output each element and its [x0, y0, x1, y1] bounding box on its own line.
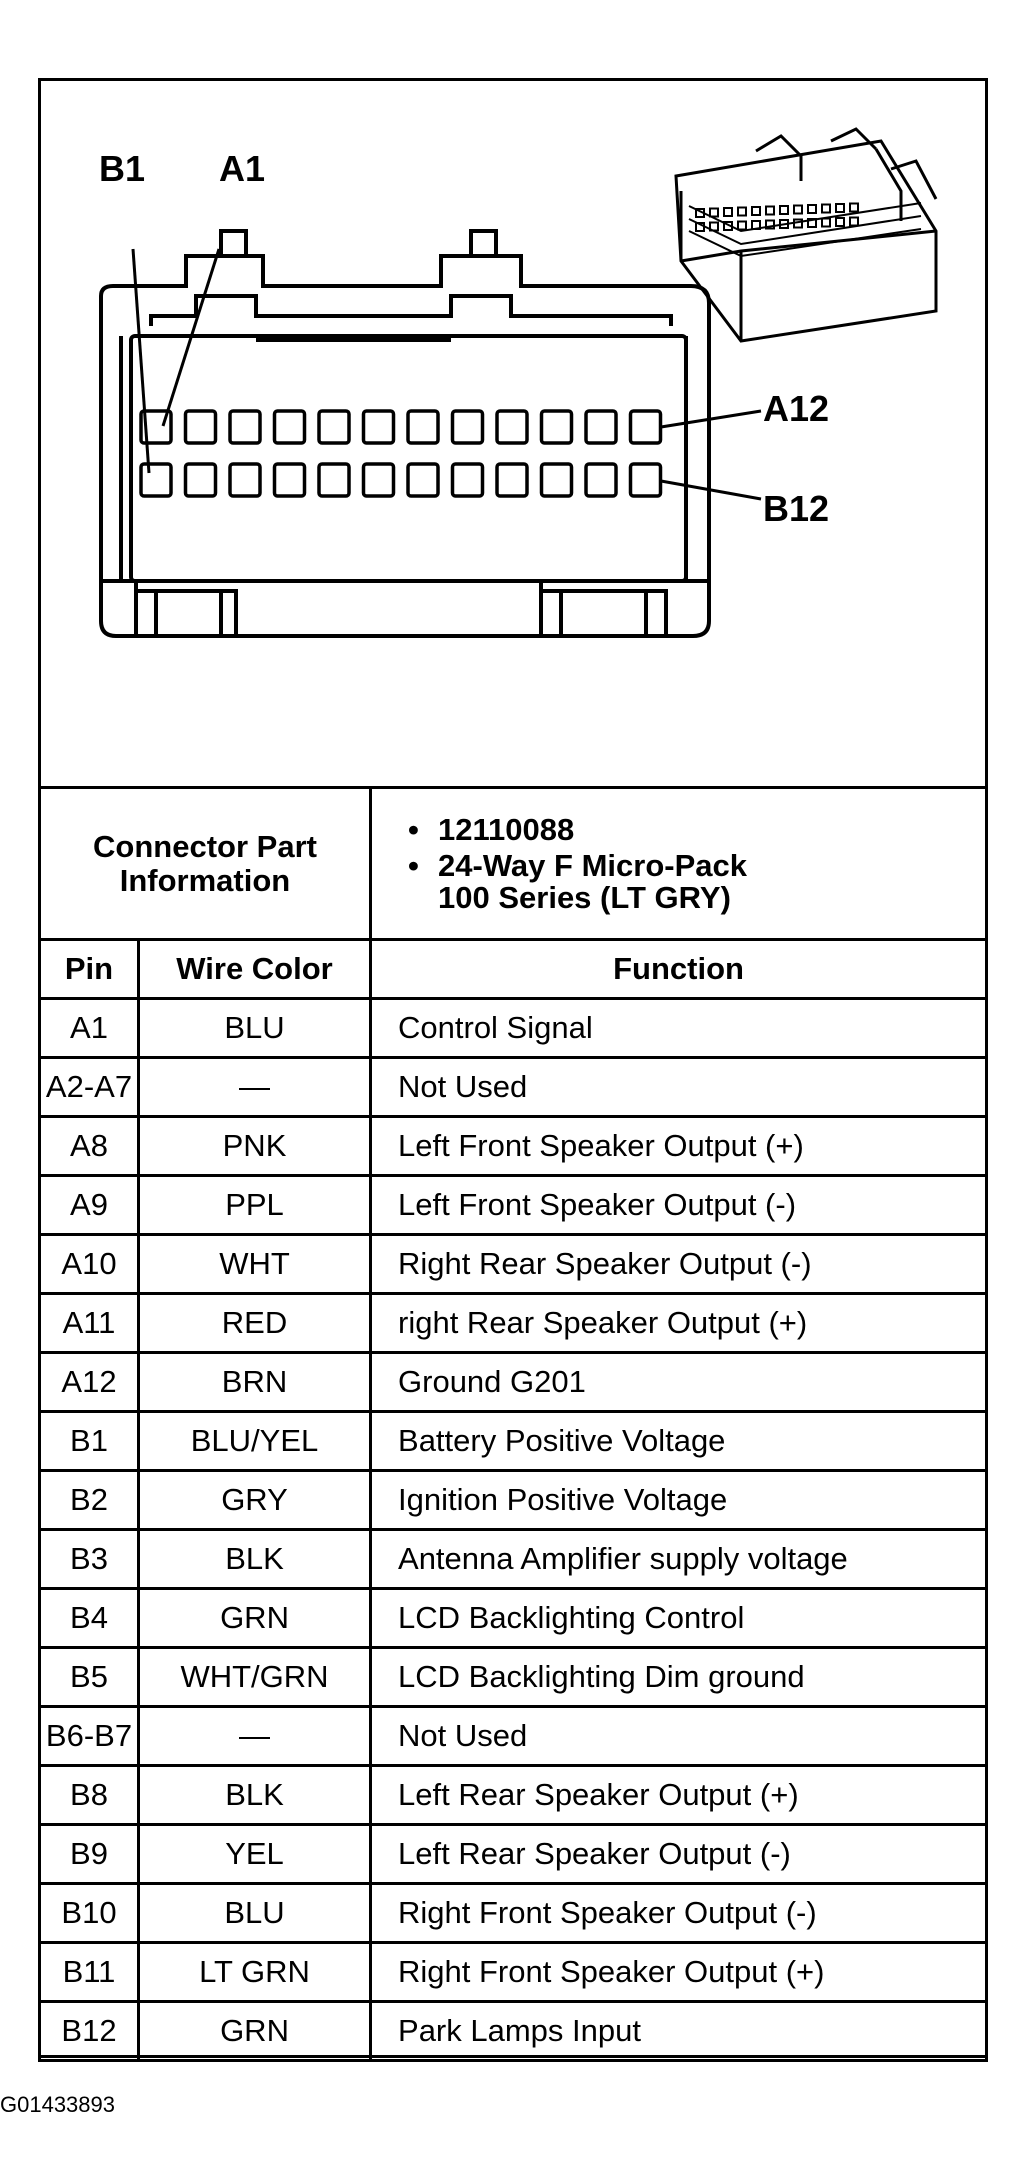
function-cell: Right Rear Speaker Output (-)	[371, 1235, 987, 1294]
pin-cell: B10	[40, 1884, 139, 1943]
wire-color-cell: BLK	[139, 1530, 371, 1589]
table-row	[40, 1412, 987, 1471]
wire-color-cell: BLU/YEL	[139, 1412, 371, 1471]
pin-cell: A8	[40, 1117, 139, 1176]
table-row	[40, 2002, 987, 2061]
function-cell: Battery Positive Voltage	[371, 1412, 987, 1471]
pin-cavity	[186, 464, 216, 496]
function-cell: Ground G201	[371, 1353, 987, 1412]
pinout-table	[38, 786, 988, 2062]
pin-cavity	[230, 411, 260, 443]
pin-cavity	[497, 411, 527, 443]
connector-drawing	[41, 81, 985, 786]
table-row	[40, 1117, 987, 1176]
pin-cell: A9	[40, 1176, 139, 1235]
figure-code: G01433893	[0, 2092, 115, 2117]
table-row	[40, 1353, 987, 1412]
function-cell: Left Rear Speaker Output (-)	[371, 1825, 987, 1884]
pin-cell: B2	[40, 1471, 139, 1530]
iso-cavity	[752, 207, 760, 215]
table-row	[40, 1707, 987, 1766]
connector-info-label-text: Connector Part Information	[93, 828, 317, 898]
table-row	[40, 1176, 987, 1235]
pin-cavity	[453, 411, 483, 443]
table-row	[40, 1294, 987, 1353]
iso-cavity	[738, 208, 746, 216]
pin-cavity	[631, 464, 661, 496]
pin-cavity	[497, 464, 527, 496]
iso-cavity	[850, 204, 858, 212]
pin-cell: B5	[40, 1648, 139, 1707]
table-row	[40, 1825, 987, 1884]
function-cell: Left Front Speaker Output (-)	[371, 1176, 987, 1235]
pin-cavity	[408, 464, 438, 496]
wire-color-cell: LT GRN	[139, 1943, 371, 2002]
wire-color-cell: BRN	[139, 1353, 371, 1412]
function-cell: Left Rear Speaker Output (+)	[371, 1766, 987, 1825]
pin-cell: B9	[40, 1825, 139, 1884]
column-header-wire-color: Wire Color	[139, 940, 371, 999]
wire-color-cell: GRN	[139, 1589, 371, 1648]
table-row	[40, 1589, 987, 1648]
pin-cell: A10	[40, 1235, 139, 1294]
pin-cavity	[542, 464, 572, 496]
function-cell: Left Front Speaker Output (+)	[371, 1117, 987, 1176]
table-row	[40, 1648, 987, 1707]
pin-cell: A11	[40, 1294, 139, 1353]
part-description-1: 24-Way F Micro-Pack	[438, 847, 747, 883]
function-cell: Control Signal	[371, 999, 987, 1058]
table-row	[40, 999, 987, 1058]
pin-cavity	[230, 464, 260, 496]
pin-cell: B12	[40, 2002, 139, 2061]
pin-cavity	[364, 464, 394, 496]
table-row	[40, 1530, 987, 1589]
column-header-function: Function	[371, 940, 987, 999]
iso-cavity	[822, 205, 830, 213]
part-description-line: • 24-Way F Micro-Pack 100 Series (LT GRY)	[408, 850, 985, 914]
pin-cell: A2-A7	[40, 1058, 139, 1117]
wire-color-cell: PNK	[139, 1117, 371, 1176]
iso-cavity	[836, 204, 844, 212]
pin-cell: B8	[40, 1766, 139, 1825]
function-cell: Right Front Speaker Output (-)	[371, 1884, 987, 1943]
function-cell: Antenna Amplifier supply voltage	[371, 1530, 987, 1589]
pin-cell: A1	[40, 999, 139, 1058]
function-cell: LCD Backlighting Control	[371, 1589, 987, 1648]
iso-cavity	[794, 206, 802, 214]
wire-color-cell: BLU	[139, 999, 371, 1058]
part-number: 12110088	[438, 811, 575, 847]
table-row	[40, 1471, 987, 1530]
wire-color-cell: PPL	[139, 1176, 371, 1235]
pin-cavity	[586, 464, 616, 496]
table-row	[40, 1235, 987, 1294]
column-header-pin: Pin	[40, 940, 139, 999]
function-cell: Park Lamps Input	[371, 2002, 987, 2061]
pin-cavity	[453, 464, 483, 496]
part-description-2: 100 Series (LT GRY)	[438, 879, 731, 915]
pin-cavity	[408, 411, 438, 443]
pin-cell: A12	[40, 1353, 139, 1412]
connector-info-values	[371, 788, 987, 940]
wire-color-cell: GRY	[139, 1471, 371, 1530]
table-row	[40, 1943, 987, 2002]
pin-cavity	[186, 411, 216, 443]
table-row	[40, 1766, 987, 1825]
pin-cell: B6-B7	[40, 1707, 139, 1766]
pin-cavity	[319, 464, 349, 496]
pin-cavity	[275, 464, 305, 496]
wire-color-cell: WHT	[139, 1235, 371, 1294]
iso-cavity	[710, 209, 718, 217]
table-row	[40, 1884, 987, 1943]
wire-color-cell: BLU	[139, 1884, 371, 1943]
iso-cavity	[780, 206, 788, 214]
connector-info-label	[40, 788, 371, 940]
pin-cavity	[319, 411, 349, 443]
function-cell: Not Used	[371, 1058, 987, 1117]
function-cell: Right Front Speaker Output (+)	[371, 1943, 987, 2002]
wire-color-cell: WHT/GRN	[139, 1648, 371, 1707]
part-number-line: • 12110088	[408, 811, 575, 847]
label-b12: B12	[763, 488, 830, 529]
pin-cavity	[364, 411, 394, 443]
pin-cavity	[542, 411, 572, 443]
wire-color-cell: YEL	[139, 1825, 371, 1884]
pin-cavity	[631, 411, 661, 443]
pin-cell: B3	[40, 1530, 139, 1589]
pin-cavity	[275, 411, 305, 443]
function-cell: right Rear Speaker Output (+)	[371, 1294, 987, 1353]
function-cell: Ignition Positive Voltage	[371, 1471, 987, 1530]
pin-cell: B4	[40, 1589, 139, 1648]
label-a1: A1	[219, 148, 266, 189]
wire-color-cell: BLK	[139, 1766, 371, 1825]
pin-cell: B11	[40, 1943, 139, 2002]
function-cell: LCD Backlighting Dim ground	[371, 1648, 987, 1707]
table-header-row	[40, 940, 987, 999]
connector-info-row	[40, 788, 987, 940]
pin-cell: B1	[40, 1412, 139, 1471]
iso-cavity	[836, 218, 844, 226]
label-b1: B1	[99, 148, 146, 189]
label-a12: A12	[763, 388, 830, 429]
wire-color-cell: RED	[139, 1294, 371, 1353]
wire-color-cell: —	[139, 1707, 371, 1766]
wire-color-cell: —	[139, 1058, 371, 1117]
connector-isometric-view	[676, 129, 936, 341]
pin-cavity	[141, 464, 171, 496]
wire-color-cell: GRN	[139, 2002, 371, 2061]
pin-cavity	[586, 411, 616, 443]
connector-sheet	[38, 78, 988, 2058]
iso-cavity	[850, 218, 858, 226]
connector-diagram	[41, 81, 985, 789]
iso-cavity	[822, 219, 830, 227]
function-cell: Not Used	[371, 1707, 987, 1766]
table-row	[40, 1058, 987, 1117]
iso-cavity	[724, 208, 732, 216]
iso-cavity	[766, 207, 774, 215]
pin-cavities	[141, 411, 661, 496]
iso-cavity	[738, 222, 746, 230]
table-body	[40, 999, 987, 2061]
iso-cavity	[808, 205, 816, 213]
